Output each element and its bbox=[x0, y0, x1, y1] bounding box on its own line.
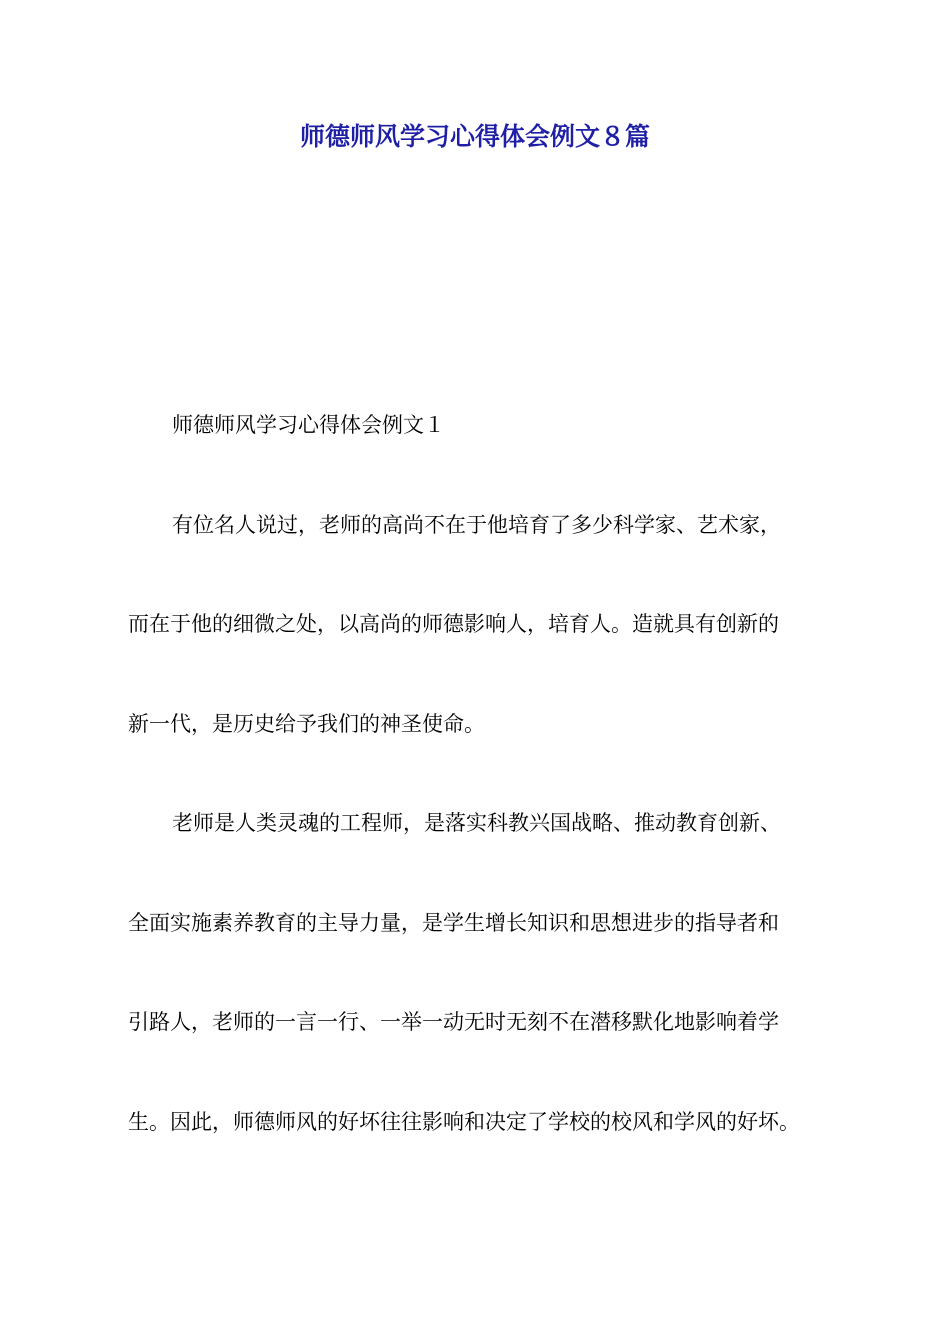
paragraph-line: 而在于他的细微之处，以高尚的师德影响人，培育人。造就具有创新的 bbox=[128, 612, 779, 636]
paragraph-line: 引路人，老师的一言一行、一举一动无时无刻不在潜移默化地影响着学 bbox=[128, 1010, 779, 1034]
paragraph-line: 全面实施素养教育的主导力量，是学生增长知识和思想进步的指导者和 bbox=[128, 910, 779, 935]
document-body bbox=[128, 400, 828, 1196]
paragraph-line: 老师是人类灵魂的工程师，是落实科教兴国战略、推动教育创新、 bbox=[172, 811, 781, 835]
document-title: 师德师风学习心得体会例文８篇 bbox=[299, 122, 650, 151]
paragraph-line: 生。因此，师德师风的好坏往往影响和决定了学校的校风和学风的好坏。 bbox=[128, 1109, 800, 1134]
paragraph-line: 新一代，是历史给予我们的神圣使命。 bbox=[128, 711, 485, 736]
paragraph-line: 有位名人说过，老师的高尚不在于他培育了多少科学家、艺术家， bbox=[172, 512, 781, 537]
section-heading: 师德师风学习心得体会例文１ bbox=[172, 413, 445, 437]
